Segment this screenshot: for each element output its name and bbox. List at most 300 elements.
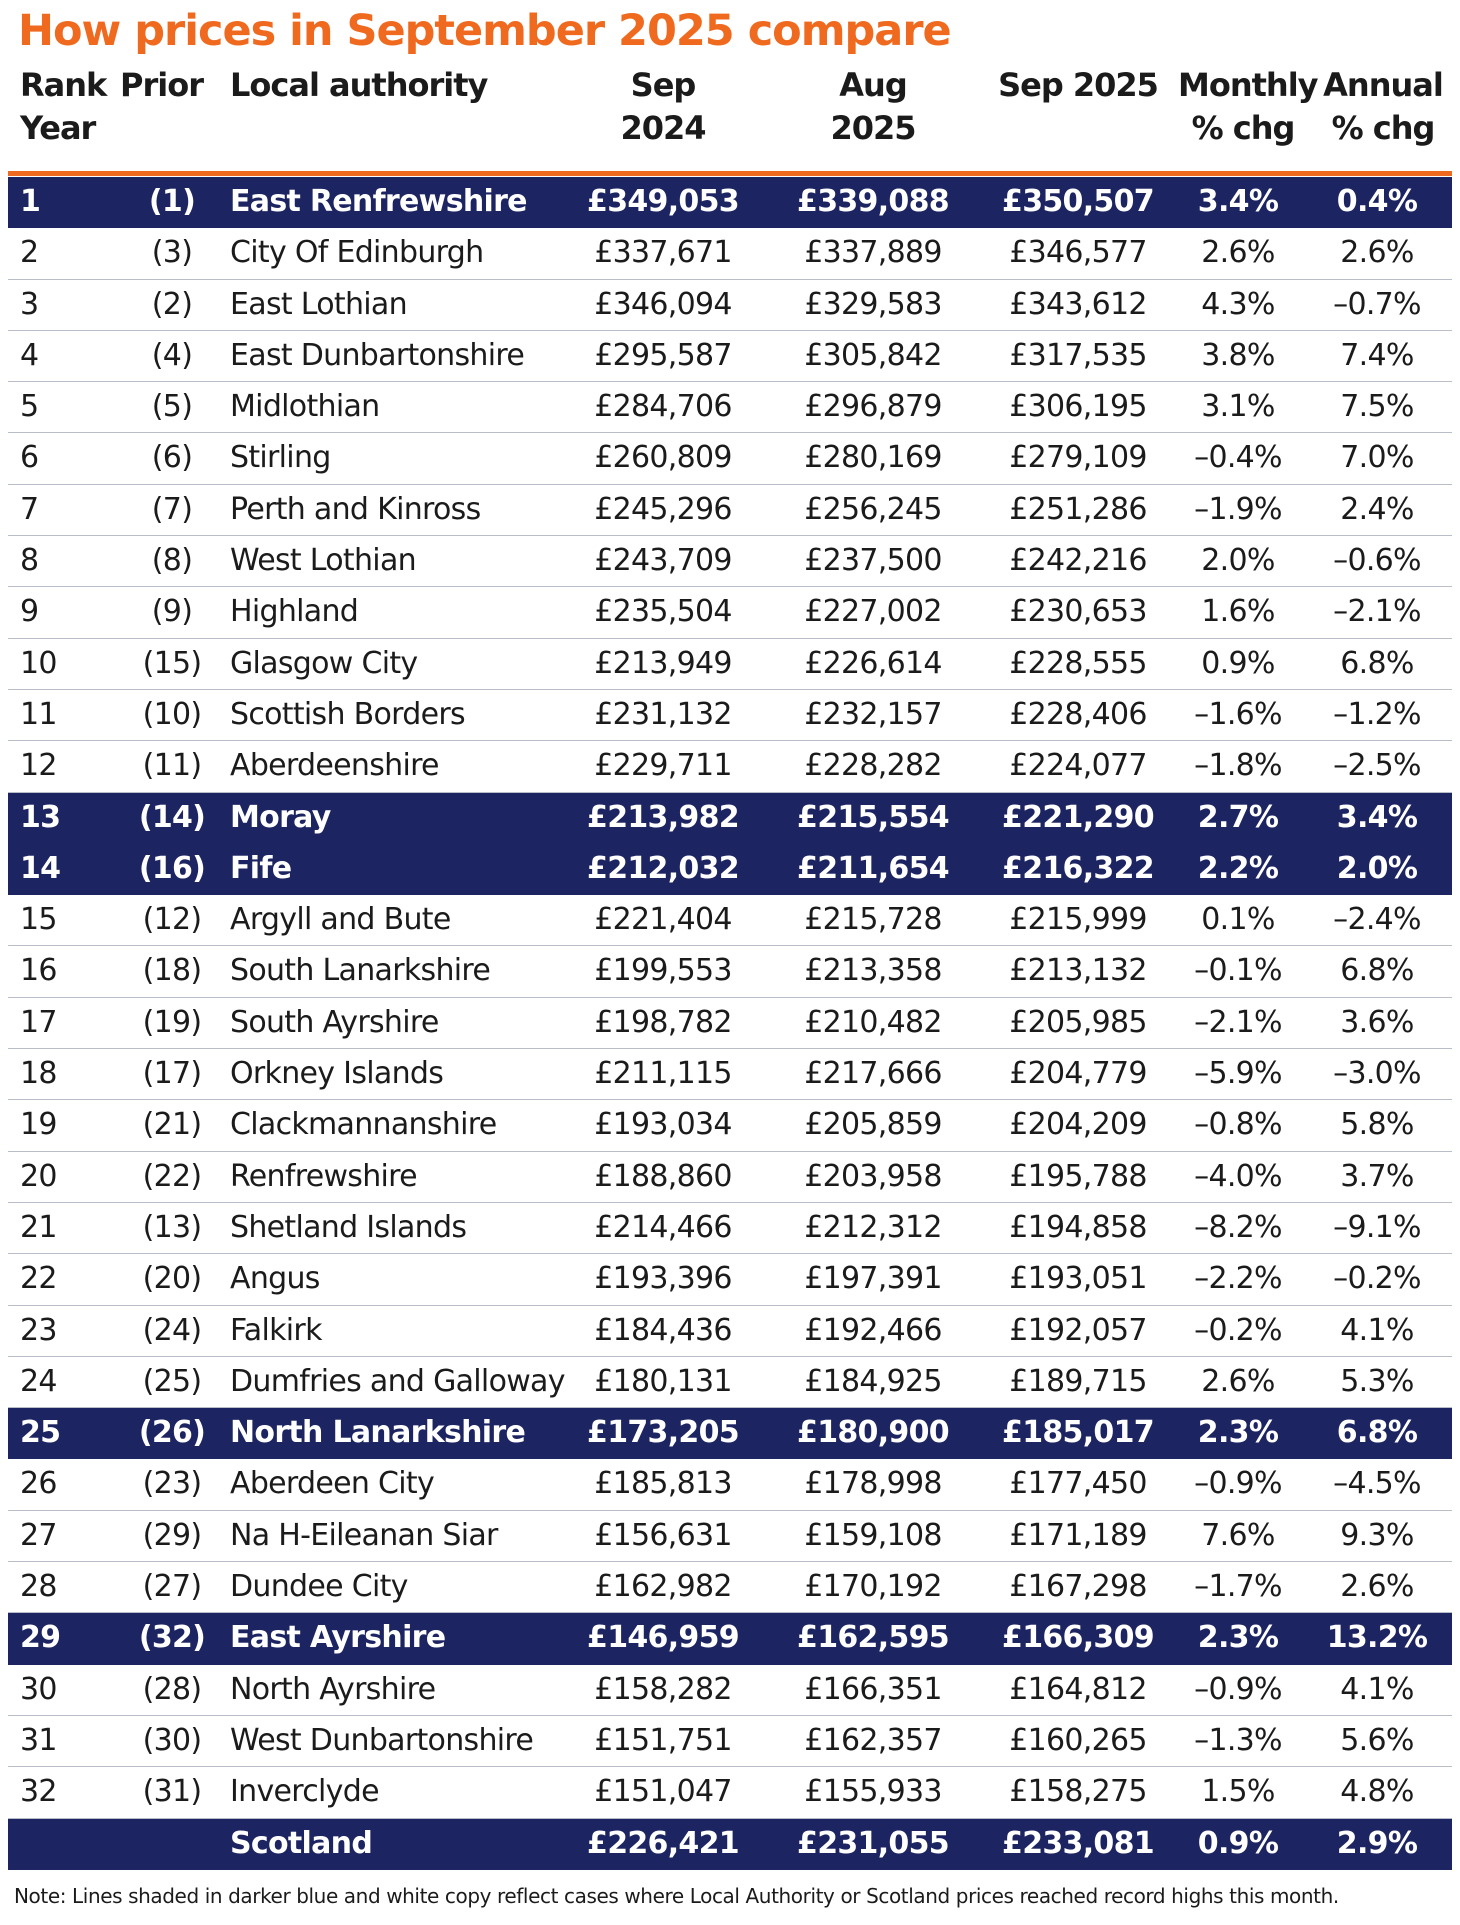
table-row xyxy=(8,1408,1452,1459)
aug-2025-price-cell: £210,482 xyxy=(804,1004,942,1040)
sep-2024-price-cell: £193,396 xyxy=(594,1261,732,1297)
table-header xyxy=(0,66,1460,162)
monthly-change-cell: –8.2% xyxy=(1194,1209,1282,1245)
annual-change-cell: –2.4% xyxy=(1333,902,1421,938)
rank-cell: 3 xyxy=(20,286,39,322)
local-authority-cell: Falkirk xyxy=(230,1312,322,1348)
monthly-change-cell: –0.1% xyxy=(1194,953,1282,989)
aug-2025-price-cell: £228,282 xyxy=(804,748,942,784)
local-authority-cell: Angus xyxy=(230,1261,320,1297)
rank-cell: 26 xyxy=(20,1466,57,1502)
annual-change-cell: 9.3% xyxy=(1340,1517,1414,1553)
sep-2024-price-cell: £337,671 xyxy=(594,235,732,271)
rank-cell: 2 xyxy=(20,235,39,271)
prior-rank-cell: (26) xyxy=(138,1415,206,1451)
rank-cell: 29 xyxy=(20,1620,61,1656)
annual-change-cell: 3.4% xyxy=(1336,799,1418,835)
rank-cell: 7 xyxy=(20,491,39,527)
sep-2025-price-cell: £166,309 xyxy=(1002,1620,1154,1656)
sep-2025-price-cell: £346,577 xyxy=(1009,235,1147,271)
prior-rank-cell: (6) xyxy=(151,440,193,476)
sep-2025-price-cell: £343,612 xyxy=(1009,286,1147,322)
page-title: How prices in September 2025 compare xyxy=(18,6,951,56)
monthly-change-cell: 4.3% xyxy=(1201,286,1275,322)
table-row xyxy=(8,587,1452,638)
sep-2024-price-cell: £188,860 xyxy=(594,1158,732,1194)
aug-2025-price-cell: £226,614 xyxy=(804,645,942,681)
local-authority-cell: Orkney Islands xyxy=(230,1056,444,1092)
local-authority-cell: Inverclyde xyxy=(230,1774,379,1810)
aug-2025-price-cell: £162,595 xyxy=(797,1620,949,1656)
monthly-change-cell: 2.0% xyxy=(1201,543,1275,579)
monthly-change-cell: –1.7% xyxy=(1194,1569,1282,1605)
prior-rank-cell: (1) xyxy=(148,184,196,219)
sep-2025-price-cell: £228,406 xyxy=(1009,696,1147,732)
aug-2025-price-cell: £197,391 xyxy=(804,1261,942,1297)
monthly-change-cell: –0.9% xyxy=(1194,1466,1282,1502)
table-row xyxy=(8,741,1452,792)
sep-2025-price-cell: £251,286 xyxy=(1009,491,1147,527)
annual-change-cell: –2.1% xyxy=(1333,594,1421,630)
aug-2025-price-cell: £166,351 xyxy=(804,1671,942,1707)
table-row xyxy=(8,1254,1452,1305)
local-authority-cell: East Dunbartonshire xyxy=(230,337,525,373)
header-annual-line1: Annual xyxy=(1323,66,1443,104)
local-authority-cell: Na H-Eileanan Siar xyxy=(230,1517,498,1553)
sep-2024-price-cell: £146,959 xyxy=(587,1620,739,1656)
sep-2024-price-cell: £349,053 xyxy=(587,184,739,219)
rank-cell: 32 xyxy=(20,1774,57,1810)
prior-rank-cell: (5) xyxy=(151,389,193,425)
header-aug-2025-line2: 2025 xyxy=(830,109,916,147)
rank-cell: 6 xyxy=(20,440,39,476)
annual-change-cell: –4.5% xyxy=(1333,1466,1421,1502)
rank-cell: 15 xyxy=(20,902,57,938)
monthly-change-cell: –1.9% xyxy=(1194,491,1282,527)
table-row xyxy=(8,1511,1452,1562)
header-annual-chg xyxy=(1318,64,1448,150)
header-sep-2025: Sep 2025 xyxy=(998,66,1158,104)
aug-2025-price-cell: £170,192 xyxy=(804,1569,942,1605)
table-row xyxy=(8,895,1452,946)
header-sep-2024-line1: Sep xyxy=(630,66,696,104)
aug-2025-price-cell: £213,358 xyxy=(804,953,942,989)
sep-2024-price-cell: £213,949 xyxy=(594,645,732,681)
rank-cell: 5 xyxy=(20,389,39,425)
sep-2025-price-cell: £158,275 xyxy=(1009,1774,1147,1810)
sep-2025-price-cell: £195,788 xyxy=(1009,1158,1147,1194)
sep-2025-price-cell: £317,535 xyxy=(1009,337,1147,373)
local-authority-cell: Clackmannanshire xyxy=(230,1107,497,1143)
sep-2024-price-cell: £173,205 xyxy=(587,1415,739,1451)
prior-rank-cell: (17) xyxy=(142,1056,202,1092)
sep-2025-price-cell: £213,132 xyxy=(1009,953,1147,989)
sep-2024-price-cell: £214,466 xyxy=(594,1209,732,1245)
rank-cell: 12 xyxy=(20,748,57,784)
rank-cell: 17 xyxy=(20,1004,57,1040)
sep-2025-price-cell: £279,109 xyxy=(1009,440,1147,476)
sep-2025-price-cell: £242,216 xyxy=(1009,543,1147,579)
table-row xyxy=(8,1152,1452,1203)
table-row xyxy=(8,1306,1452,1357)
sep-2025-price-cell: £224,077 xyxy=(1009,748,1147,784)
annual-change-cell: 6.8% xyxy=(1336,1415,1418,1451)
prior-rank-cell: (8) xyxy=(151,543,193,579)
prior-rank-cell: (22) xyxy=(142,1158,202,1194)
table-row xyxy=(8,946,1452,997)
local-authority-cell: Dundee City xyxy=(230,1569,408,1605)
local-authority-cell: Highland xyxy=(230,594,359,630)
monthly-change-cell: 2.2% xyxy=(1197,850,1279,886)
aug-2025-price-cell: £155,933 xyxy=(804,1774,942,1810)
annual-change-cell: 7.4% xyxy=(1340,337,1414,373)
prior-rank-cell: (12) xyxy=(142,902,202,938)
local-authority-cell: Glasgow City xyxy=(230,645,418,681)
table-row xyxy=(8,433,1452,484)
header-annual-line2: % chg xyxy=(1331,109,1435,147)
annual-change-cell: 2.6% xyxy=(1340,1569,1414,1605)
aug-2025-price-cell: £339,088 xyxy=(797,184,949,219)
local-authority-cell: Midlothian xyxy=(230,389,380,425)
sep-2024-price-cell: £213,982 xyxy=(587,799,739,835)
sep-2025-price-cell: £185,017 xyxy=(1002,1415,1154,1451)
prior-rank-cell: (11) xyxy=(142,748,202,784)
sep-2025-price-cell: £177,450 xyxy=(1009,1466,1147,1502)
annual-change-cell: 6.8% xyxy=(1340,645,1414,681)
sep-2024-price-cell: £235,504 xyxy=(594,594,732,630)
monthly-change-cell: 2.6% xyxy=(1201,235,1275,271)
sep-2025-price-cell: £204,779 xyxy=(1009,1056,1147,1092)
rank-cell: 8 xyxy=(20,543,39,579)
sep-2024-price-cell: £151,751 xyxy=(594,1722,732,1758)
prior-rank-cell: (30) xyxy=(142,1722,202,1758)
header-sep-2024-line2: 2024 xyxy=(620,109,706,147)
monthly-change-cell: 2.3% xyxy=(1197,1415,1279,1451)
rank-cell: 28 xyxy=(20,1569,57,1605)
aug-2025-price-cell: £192,466 xyxy=(804,1312,942,1348)
monthly-change-cell: –0.8% xyxy=(1194,1107,1282,1143)
header-sep-2024 xyxy=(573,64,753,150)
sep-2025-price-cell: £204,209 xyxy=(1009,1107,1147,1143)
rank-cell: 11 xyxy=(20,696,57,732)
rank-cell: 24 xyxy=(20,1363,57,1399)
prior-rank-cell: (18) xyxy=(142,953,202,989)
annual-change-cell: –3.0% xyxy=(1333,1056,1421,1092)
monthly-change-cell: –0.9% xyxy=(1194,1671,1282,1707)
prior-rank-cell: (15) xyxy=(142,645,202,681)
table-row xyxy=(8,1767,1452,1818)
prior-rank-cell: (28) xyxy=(142,1671,202,1707)
aug-2025-price-cell: £159,108 xyxy=(804,1517,942,1553)
table-row xyxy=(8,1357,1452,1408)
table-row-total xyxy=(8,1819,1452,1870)
annual-change-cell: –9.1% xyxy=(1333,1209,1421,1245)
sep-2024-price-cell: £221,404 xyxy=(594,902,732,938)
sep-2025-price-cell: £160,265 xyxy=(1009,1722,1147,1758)
sep-2024-price-cell: £156,631 xyxy=(594,1517,732,1553)
monthly-change-cell: 0.9% xyxy=(1201,645,1275,681)
annual-change-cell: –0.2% xyxy=(1333,1261,1421,1297)
aug-2025-price-cell: £203,958 xyxy=(804,1158,942,1194)
rank-cell: 27 xyxy=(20,1517,57,1553)
sep-2025-price-cell: £205,985 xyxy=(1009,1004,1147,1040)
aug-2025-price-cell: £337,889 xyxy=(804,235,942,271)
sep-2024-price-cell: £231,132 xyxy=(594,696,732,732)
monthly-change-cell: 3.1% xyxy=(1201,389,1275,425)
prior-rank-cell: (10) xyxy=(142,696,202,732)
local-authority-cell: City Of Edinburgh xyxy=(230,235,484,271)
sep-2025-price-cell: £233,081 xyxy=(1002,1825,1154,1861)
rank-cell: 23 xyxy=(20,1312,57,1348)
monthly-change-cell: 3.4% xyxy=(1197,184,1279,219)
sep-2024-price-cell: £198,782 xyxy=(594,1004,732,1040)
sep-2024-price-cell: £346,094 xyxy=(594,286,732,322)
table-row xyxy=(8,1459,1452,1510)
sep-2024-price-cell: £229,711 xyxy=(594,748,732,784)
rank-cell: 31 xyxy=(20,1722,57,1758)
annual-change-cell: 2.9% xyxy=(1336,1825,1418,1861)
rank-cell: 1 xyxy=(20,184,41,219)
local-authority-cell: South Lanarkshire xyxy=(230,953,491,989)
monthly-change-cell: 0.1% xyxy=(1201,902,1275,938)
local-authority-cell: Scottish Borders xyxy=(230,696,465,732)
sep-2024-price-cell: £185,813 xyxy=(594,1466,732,1502)
aug-2025-price-cell: £305,842 xyxy=(804,337,942,373)
prior-rank-cell: (14) xyxy=(138,799,206,835)
table-row xyxy=(8,331,1452,382)
prior-rank-cell: (29) xyxy=(142,1517,202,1553)
local-authority-cell: Scotland xyxy=(230,1825,373,1861)
prior-rank-cell: (19) xyxy=(142,1004,202,1040)
local-authority-cell: East Ayrshire xyxy=(230,1620,446,1656)
rank-cell: 9 xyxy=(20,594,39,630)
header-rank-year xyxy=(20,64,106,150)
prior-rank-cell: (27) xyxy=(142,1569,202,1605)
rank-cell: 20 xyxy=(20,1158,57,1194)
header-prior: Prior xyxy=(120,66,203,104)
table-row xyxy=(8,485,1452,536)
local-authority-cell: Renfrewshire xyxy=(230,1158,417,1194)
sep-2024-price-cell: £212,032 xyxy=(587,850,739,886)
annual-change-cell: 5.8% xyxy=(1340,1107,1414,1143)
prior-rank-cell: (31) xyxy=(142,1774,202,1810)
aug-2025-price-cell: £162,357 xyxy=(804,1722,942,1758)
rank-cell: 16 xyxy=(20,953,57,989)
prior-rank-cell: (3) xyxy=(151,235,193,271)
local-authority-cell: Aberdeenshire xyxy=(230,748,439,784)
table-row xyxy=(8,1716,1452,1767)
aug-2025-price-cell: £178,998 xyxy=(804,1466,942,1502)
header-monthly-line2: % chg xyxy=(1191,109,1295,147)
local-authority-cell: North Lanarkshire xyxy=(230,1415,526,1451)
prior-rank-cell: (9) xyxy=(151,594,193,630)
sep-2024-price-cell: £245,296 xyxy=(594,491,732,527)
header-rank: Rank xyxy=(20,66,107,104)
aug-2025-price-cell: £329,583 xyxy=(804,286,942,322)
sep-2024-price-cell: £226,421 xyxy=(587,1825,739,1861)
rank-cell: 30 xyxy=(20,1671,57,1707)
sep-2025-price-cell: £215,999 xyxy=(1009,902,1147,938)
table-row xyxy=(8,1100,1452,1151)
annual-change-cell: –2.5% xyxy=(1333,748,1421,784)
sep-2024-price-cell: £260,809 xyxy=(594,440,732,476)
prior-rank-cell: (23) xyxy=(142,1466,202,1502)
sep-2025-price-cell: £189,715 xyxy=(1009,1363,1147,1399)
local-authority-cell: East Lothian xyxy=(230,286,407,322)
local-authority-cell: Perth and Kinross xyxy=(230,491,481,527)
annual-change-cell: 2.4% xyxy=(1340,491,1414,527)
sep-2025-price-cell: £193,051 xyxy=(1009,1261,1147,1297)
rank-cell: 18 xyxy=(20,1056,57,1092)
table-row xyxy=(8,844,1452,895)
local-authority-cell: West Dunbartonshire xyxy=(230,1722,534,1758)
sep-2025-price-cell: £216,322 xyxy=(1002,850,1154,886)
sep-2024-price-cell: £295,587 xyxy=(594,337,732,373)
monthly-change-cell: –1.6% xyxy=(1194,696,1282,732)
header-aug-2025 xyxy=(783,64,963,150)
sep-2025-price-cell: £228,555 xyxy=(1009,645,1147,681)
annual-change-cell: –0.7% xyxy=(1333,286,1421,322)
local-authority-cell: Moray xyxy=(230,799,331,835)
sep-2024-price-cell: £184,436 xyxy=(594,1312,732,1348)
aug-2025-price-cell: £211,654 xyxy=(797,850,949,886)
table-row xyxy=(8,280,1452,331)
annual-change-cell: 13.2% xyxy=(1326,1620,1428,1656)
header-divider xyxy=(8,171,1452,176)
prior-rank-cell: (16) xyxy=(138,850,206,886)
table-row xyxy=(8,177,1452,228)
rank-cell: 10 xyxy=(20,645,57,681)
rank-cell: 19 xyxy=(20,1107,57,1143)
local-authority-cell: Stirling xyxy=(230,440,331,476)
prior-rank-cell xyxy=(128,1819,216,1869)
annual-change-cell: 0.4% xyxy=(1336,184,1418,219)
annual-change-cell: 3.6% xyxy=(1340,1004,1414,1040)
table-row xyxy=(8,998,1452,1049)
table-row xyxy=(8,1613,1452,1664)
local-authority-cell: Argyll and Bute xyxy=(230,902,451,938)
table-row xyxy=(8,1562,1452,1613)
rank-cell: 25 xyxy=(20,1415,61,1451)
monthly-change-cell: 7.6% xyxy=(1201,1517,1275,1553)
annual-change-cell: 4.1% xyxy=(1340,1671,1414,1707)
prior-rank-cell: (13) xyxy=(142,1209,202,1245)
monthly-change-cell: 1.5% xyxy=(1201,1774,1275,1810)
sep-2025-price-cell: £167,298 xyxy=(1009,1569,1147,1605)
aug-2025-price-cell: £212,312 xyxy=(804,1209,942,1245)
annual-change-cell: 7.5% xyxy=(1340,389,1414,425)
local-authority-cell: Aberdeen City xyxy=(230,1466,435,1502)
annual-change-cell: 6.8% xyxy=(1340,953,1414,989)
header-monthly-chg xyxy=(1178,64,1318,150)
local-authority-cell: North Ayrshire xyxy=(230,1671,436,1707)
annual-change-cell: 5.3% xyxy=(1340,1363,1414,1399)
table-row xyxy=(8,793,1452,844)
aug-2025-price-cell: £256,245 xyxy=(804,491,942,527)
sep-2024-price-cell: £199,553 xyxy=(594,953,732,989)
annual-change-cell: 3.7% xyxy=(1340,1158,1414,1194)
sep-2025-price-cell: £221,290 xyxy=(1002,799,1154,835)
aug-2025-price-cell: £205,859 xyxy=(804,1107,942,1143)
local-authority-cell: Dumfries and Galloway xyxy=(230,1363,565,1399)
monthly-change-cell: –1.8% xyxy=(1194,748,1282,784)
monthly-change-cell: 2.7% xyxy=(1197,799,1279,835)
sep-2025-price-cell: £350,507 xyxy=(1002,184,1154,219)
header-monthly-line1: Monthly xyxy=(1178,66,1318,104)
sep-2024-price-cell: £243,709 xyxy=(594,543,732,579)
sep-2024-price-cell: £193,034 xyxy=(594,1107,732,1143)
table-row xyxy=(8,690,1452,741)
sep-2024-price-cell: £211,115 xyxy=(594,1056,732,1092)
monthly-change-cell: –1.3% xyxy=(1194,1722,1282,1758)
table-row xyxy=(8,536,1452,587)
aug-2025-price-cell: £180,900 xyxy=(797,1415,949,1451)
rank-cell: 13 xyxy=(20,799,61,835)
local-authority-cell: East Renfrewshire xyxy=(230,184,527,219)
prior-rank-cell: (32) xyxy=(138,1620,206,1656)
prior-rank-cell: (24) xyxy=(142,1312,202,1348)
local-authority-cell: Fife xyxy=(230,850,292,886)
monthly-change-cell: –0.2% xyxy=(1194,1312,1282,1348)
monthly-change-cell: –4.0% xyxy=(1194,1158,1282,1194)
header-year: Year xyxy=(20,109,96,147)
aug-2025-price-cell: £296,879 xyxy=(804,389,942,425)
annual-change-cell: 4.8% xyxy=(1340,1774,1414,1810)
rank-cell: 21 xyxy=(20,1209,57,1245)
sep-2024-price-cell: £151,047 xyxy=(594,1774,732,1810)
local-authority-cell: South Ayrshire xyxy=(230,1004,439,1040)
monthly-change-cell: –5.9% xyxy=(1194,1056,1282,1092)
rank-cell: 22 xyxy=(20,1261,57,1297)
table-row xyxy=(8,228,1452,279)
aug-2025-price-cell: £227,002 xyxy=(804,594,942,630)
aug-2025-price-cell: £215,728 xyxy=(804,902,942,938)
annual-change-cell: –0.6% xyxy=(1333,543,1421,579)
prior-rank-cell: (21) xyxy=(142,1107,202,1143)
sep-2024-price-cell: £162,982 xyxy=(594,1569,732,1605)
sep-2024-price-cell: £180,131 xyxy=(594,1363,732,1399)
monthly-change-cell: 0.9% xyxy=(1197,1825,1279,1861)
monthly-change-cell: 3.8% xyxy=(1201,337,1275,373)
price-table xyxy=(8,177,1452,1870)
sep-2025-price-cell: £306,195 xyxy=(1009,389,1147,425)
footnote: Note: Lines shaded in darker blue and white copy reflect cases where Local Authority or Scotland prices reached record highs this month. xyxy=(14,1884,1339,1908)
table-row xyxy=(8,1665,1452,1716)
local-authority-cell: Shetland Islands xyxy=(230,1209,467,1245)
annual-change-cell: 7.0% xyxy=(1340,440,1414,476)
aug-2025-price-cell: £231,055 xyxy=(797,1825,949,1861)
aug-2025-price-cell: £232,157 xyxy=(804,696,942,732)
prior-rank-cell: (2) xyxy=(151,286,193,322)
aug-2025-price-cell: £237,500 xyxy=(804,543,942,579)
table-row xyxy=(8,639,1452,690)
prior-rank-cell: (4) xyxy=(151,337,193,373)
monthly-change-cell: 2.3% xyxy=(1197,1620,1279,1656)
header-local-authority: Local authority xyxy=(230,66,488,104)
sep-2025-price-cell: £164,812 xyxy=(1009,1671,1147,1707)
table-row xyxy=(8,1049,1452,1100)
annual-change-cell: 2.6% xyxy=(1340,235,1414,271)
annual-change-cell: –1.2% xyxy=(1333,696,1421,732)
table-row xyxy=(8,1203,1452,1254)
table-row xyxy=(8,382,1452,433)
aug-2025-price-cell: £280,169 xyxy=(804,440,942,476)
aug-2025-price-cell: £184,925 xyxy=(804,1363,942,1399)
sep-2025-price-cell: £230,653 xyxy=(1009,594,1147,630)
prior-rank-cell: (20) xyxy=(142,1261,202,1297)
annual-change-cell: 2.0% xyxy=(1336,850,1418,886)
rank-cell: 14 xyxy=(20,850,61,886)
